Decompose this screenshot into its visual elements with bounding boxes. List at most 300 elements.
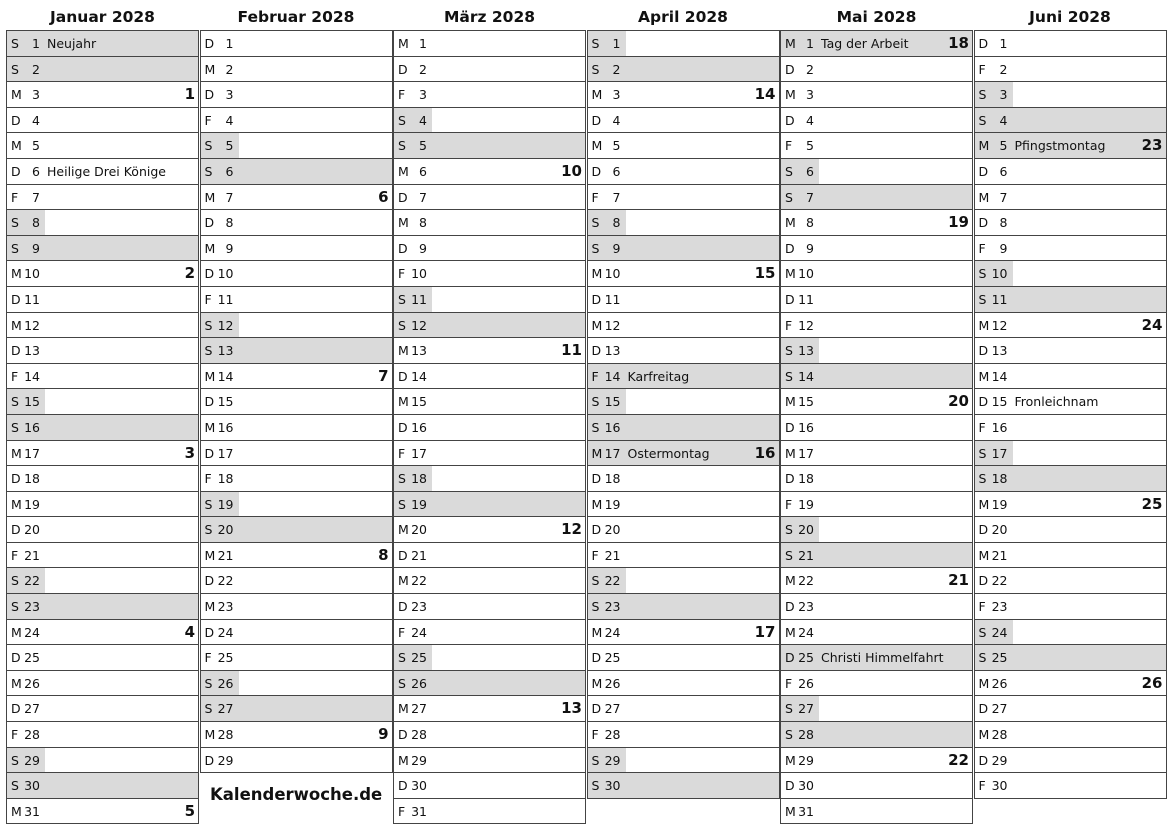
weekday-letter: D — [204, 573, 215, 589]
weekday-letter: F — [398, 87, 406, 103]
weekday-letter: F — [398, 803, 406, 819]
month-title: April 2028 — [638, 8, 728, 26]
day-number: 26 — [24, 675, 40, 691]
weekday-letter: S — [591, 419, 600, 435]
day-row — [974, 338, 1167, 364]
week-number: 15 — [754, 264, 776, 283]
weekday-letter: D — [204, 624, 215, 640]
day-number: 11 — [991, 291, 1008, 307]
weekday-letter: F — [591, 189, 599, 205]
weekday-letter: S — [785, 522, 793, 538]
day-number: 21 — [24, 547, 40, 563]
day-number: 26 — [991, 675, 1008, 691]
weekday-letter: D — [591, 650, 602, 666]
weekday-letter: M — [785, 803, 796, 819]
weekday-letter: D — [11, 343, 21, 359]
day-number: 24 — [604, 624, 621, 640]
day-row — [393, 313, 586, 339]
weekday-letter: S — [204, 496, 213, 512]
holiday-label: Ostermontag — [627, 445, 710, 461]
day-row — [393, 696, 586, 722]
day-row — [200, 620, 393, 646]
day-number: 3 — [32, 87, 40, 103]
day-number: 25 — [217, 650, 234, 666]
day-number: 6 — [806, 163, 814, 179]
day-row — [587, 773, 780, 799]
day-number: 5 — [806, 138, 814, 154]
day-number: 15 — [991, 394, 1008, 410]
weekday-letter: S — [11, 240, 19, 256]
day-row — [974, 108, 1167, 134]
day-row — [200, 364, 393, 390]
weekday-letter: S — [11, 61, 19, 77]
weekday-letter: D — [11, 701, 21, 717]
day-number: 10 — [24, 266, 40, 282]
day-row — [974, 568, 1167, 594]
week-number: 17 — [754, 622, 776, 641]
day-row — [587, 185, 780, 211]
day-number: 22 — [411, 573, 427, 589]
weekday-letter: M — [591, 496, 603, 512]
day-number: 16 — [798, 419, 814, 435]
day-list — [974, 30, 1167, 799]
day-number: 13 — [24, 343, 40, 359]
day-number: 7 — [612, 189, 621, 205]
day-row — [200, 415, 393, 441]
weekday-letter: D — [785, 599, 795, 615]
day-row — [780, 594, 973, 620]
weekday-letter: M — [11, 87, 22, 103]
weekday-letter: D — [591, 522, 602, 538]
holiday-label: Heilige Drei Könige — [47, 163, 166, 179]
weekday-letter: S — [398, 675, 406, 691]
weekday-letter: M — [785, 624, 796, 640]
week-number: 21 — [948, 571, 969, 590]
day-number: 11 — [798, 291, 814, 307]
day-number: 25 — [24, 650, 40, 666]
month-column — [587, 0, 780, 799]
day-row — [974, 441, 1167, 467]
day-number: 19 — [991, 496, 1008, 512]
week-number: 23 — [1141, 136, 1163, 155]
day-row — [393, 133, 586, 159]
weekday-letter: M — [398, 36, 409, 51]
day-row — [200, 722, 393, 748]
day-row — [6, 236, 199, 262]
week-number: 20 — [948, 392, 969, 411]
day-number: 28 — [798, 727, 814, 743]
holiday-label: Tag der Arbeit — [821, 36, 909, 51]
day-number: 9 — [225, 240, 234, 256]
day-row — [393, 159, 586, 185]
day-number: 19 — [24, 496, 40, 512]
weekday-letter: M — [978, 189, 990, 205]
weekday-letter: M — [398, 573, 409, 589]
day-number: 26 — [217, 675, 234, 691]
day-list — [6, 30, 199, 824]
weekday-letter: F — [978, 61, 986, 77]
day-number: 7 — [419, 189, 427, 205]
day-row — [587, 57, 780, 83]
day-number: 8 — [419, 215, 427, 231]
day-row — [587, 389, 780, 415]
day-number: 2 — [32, 61, 40, 77]
day-row — [393, 185, 586, 211]
weekday-letter: M — [204, 727, 216, 743]
day-row — [974, 313, 1167, 339]
weekday-letter: D — [11, 650, 21, 666]
day-row — [974, 466, 1167, 492]
day-row — [6, 671, 199, 697]
day-row — [587, 441, 780, 467]
day-number: 16 — [411, 419, 427, 435]
day-row — [780, 722, 973, 748]
weekday-letter: S — [398, 112, 406, 128]
day-number: 27 — [411, 701, 427, 717]
day-number: 17 — [991, 445, 1008, 461]
weekday-letter: D — [204, 445, 215, 461]
day-number: 28 — [604, 727, 621, 743]
weekday-letter: D — [204, 394, 215, 410]
weekday-letter: D — [978, 163, 989, 179]
day-row — [393, 287, 586, 313]
weekday-letter: F — [204, 650, 212, 666]
weekday-letter: M — [591, 624, 603, 640]
day-row — [393, 31, 586, 57]
weekday-letter: D — [591, 343, 602, 359]
weekday-letter: S — [398, 138, 406, 154]
week-number: 4 — [184, 622, 195, 641]
weekday-letter: D — [978, 522, 989, 538]
day-row — [587, 543, 780, 569]
day-row — [6, 543, 199, 569]
weekday-letter: M — [785, 573, 796, 589]
day-row — [587, 261, 780, 287]
day-row — [780, 671, 973, 697]
week-number: 14 — [754, 85, 776, 104]
day-row — [974, 364, 1167, 390]
day-row — [780, 82, 973, 108]
day-number: 7 — [32, 189, 40, 205]
weekday-letter: S — [204, 675, 213, 691]
weekday-letter: M — [591, 138, 603, 154]
day-row — [6, 210, 199, 236]
day-number: 23 — [411, 599, 427, 615]
weekday-letter: M — [11, 496, 22, 512]
day-row — [200, 594, 393, 620]
weekday-letter: M — [11, 266, 22, 282]
day-number: 30 — [798, 778, 814, 794]
day-row — [780, 415, 973, 441]
weekday-letter: S — [785, 189, 793, 205]
day-number: 5 — [32, 138, 40, 154]
weekday-letter: F — [591, 547, 599, 563]
weekday-letter: D — [785, 471, 795, 487]
weekday-letter: S — [11, 599, 19, 615]
month-column — [200, 0, 393, 773]
day-row — [780, 236, 973, 262]
day-row — [6, 159, 199, 185]
day-row — [200, 517, 393, 543]
day-number: 1 — [419, 36, 427, 51]
day-number: 17 — [798, 445, 814, 461]
day-row — [393, 441, 586, 467]
day-row — [587, 568, 780, 594]
day-number: 2 — [419, 61, 427, 77]
weekday-letter: M — [785, 87, 796, 103]
day-row — [780, 543, 973, 569]
day-number: 24 — [798, 624, 814, 640]
day-row — [393, 645, 586, 671]
weekday-letter: D — [11, 112, 21, 128]
day-number: 12 — [217, 317, 234, 333]
weekday-letter: D — [398, 419, 408, 435]
weekday-letter: F — [978, 778, 986, 794]
weekday-letter: D — [398, 240, 408, 256]
day-number: 18 — [24, 471, 40, 487]
day-number: 24 — [991, 624, 1008, 640]
day-row — [200, 441, 393, 467]
day-row — [6, 82, 199, 108]
day-row — [974, 517, 1167, 543]
weekday-letter: S — [978, 445, 987, 461]
day-row — [6, 773, 199, 799]
day-number: 27 — [24, 701, 40, 717]
day-row — [200, 210, 393, 236]
day-row — [780, 466, 973, 492]
month-column — [6, 0, 199, 824]
day-number: 3 — [612, 87, 621, 103]
day-number: 13 — [217, 343, 234, 359]
day-row — [587, 313, 780, 339]
day-number: 10 — [991, 266, 1008, 282]
weekday-letter: M — [398, 752, 409, 768]
day-number: 5 — [612, 138, 621, 154]
day-number: 21 — [991, 547, 1008, 563]
weekday-letter: M — [591, 87, 603, 103]
weekday-letter: D — [978, 394, 989, 410]
day-row — [780, 645, 973, 671]
weekday-letter: M — [398, 701, 409, 717]
weekday-letter: S — [591, 61, 600, 77]
day-number: 14 — [604, 368, 621, 384]
day-row — [587, 722, 780, 748]
day-number: 4 — [32, 112, 40, 128]
day-number: 24 — [24, 624, 40, 640]
day-number: 14 — [798, 368, 814, 384]
weekday-letter: M — [204, 419, 216, 435]
weekday-letter: F — [785, 317, 793, 333]
day-row — [780, 57, 973, 83]
day-row — [587, 517, 780, 543]
day-number: 3 — [806, 87, 814, 103]
weekday-letter: F — [978, 419, 986, 435]
day-row — [6, 313, 199, 339]
weekday-letter: S — [11, 752, 19, 768]
month-title: Juni 2028 — [1029, 8, 1111, 26]
week-number: 19 — [948, 213, 969, 232]
day-number: 26 — [604, 675, 621, 691]
holiday-label: Neujahr — [47, 36, 97, 51]
day-row — [393, 517, 586, 543]
day-number: 26 — [411, 675, 427, 691]
day-row — [780, 748, 973, 774]
weekday-letter: S — [11, 419, 19, 435]
day-number: 29 — [24, 752, 40, 768]
day-row — [200, 671, 393, 697]
weekday-letter: S — [11, 215, 19, 231]
day-row — [974, 415, 1167, 441]
day-row — [587, 466, 780, 492]
holiday-label: Pfingstmontag — [1014, 138, 1106, 154]
day-number: 15 — [798, 394, 814, 410]
day-row — [974, 645, 1167, 671]
day-row — [780, 517, 973, 543]
weekday-letter: M — [785, 752, 796, 768]
day-row — [6, 57, 199, 83]
day-row — [6, 517, 199, 543]
weekday-letter: S — [204, 701, 213, 717]
day-number: 14 — [991, 368, 1008, 384]
day-row — [974, 82, 1167, 108]
day-row — [780, 159, 973, 185]
week-number: 26 — [1141, 673, 1163, 692]
month-title: Mai 2028 — [836, 8, 917, 26]
day-number: 13 — [798, 343, 814, 359]
week-number: 6 — [378, 187, 389, 206]
week-number: 12 — [561, 520, 582, 539]
day-number: 2 — [225, 61, 234, 77]
day-number: 9 — [419, 240, 427, 256]
weekday-letter: D — [785, 240, 795, 256]
day-number: 11 — [24, 291, 40, 307]
day-row — [780, 31, 973, 57]
day-row — [6, 415, 199, 441]
day-row — [393, 415, 586, 441]
weekday-letter: F — [785, 675, 793, 691]
day-number: 16 — [604, 419, 621, 435]
weekday-letter: S — [978, 624, 987, 640]
day-row — [974, 31, 1167, 57]
day-number: 25 — [411, 650, 427, 666]
weekday-letter: D — [11, 522, 21, 538]
day-row — [974, 133, 1167, 159]
day-number: 9 — [806, 240, 814, 256]
day-row — [393, 82, 586, 108]
weekday-letter: D — [398, 547, 408, 563]
weekday-letter: F — [204, 291, 212, 307]
weekday-letter: M — [11, 803, 22, 819]
day-row — [393, 389, 586, 415]
day-row — [6, 594, 199, 620]
weekday-letter: M — [591, 675, 603, 691]
day-number: 10 — [798, 266, 814, 282]
day-row — [587, 210, 780, 236]
weekday-letter: F — [978, 240, 986, 256]
day-row — [974, 159, 1167, 185]
weekday-letter: M — [978, 317, 990, 333]
day-number: 27 — [217, 701, 234, 717]
day-number: 14 — [217, 368, 234, 384]
week-number: 7 — [378, 366, 389, 385]
weekday-letter: F — [591, 368, 599, 384]
holiday-label: Karfreitag — [627, 368, 690, 384]
day-number: 20 — [604, 522, 621, 538]
day-number: 12 — [411, 317, 427, 333]
weekday-letter: S — [204, 163, 213, 179]
day-row — [200, 492, 393, 518]
day-row — [6, 287, 199, 313]
weekday-letter: D — [204, 87, 215, 103]
day-number: 22 — [24, 573, 40, 589]
day-number: 8 — [32, 215, 40, 231]
day-row — [780, 568, 973, 594]
weekday-letter: M — [785, 266, 796, 282]
day-number: 20 — [798, 522, 814, 538]
weekday-letter: S — [591, 599, 600, 615]
day-number: 1 — [806, 36, 814, 51]
weekday-letter: F — [11, 189, 19, 205]
day-number: 6 — [225, 163, 234, 179]
month-title: März 2028 — [443, 8, 536, 26]
day-row — [974, 287, 1167, 313]
day-number: 22 — [798, 573, 814, 589]
weekday-letter: S — [204, 522, 213, 538]
weekday-letter: S — [398, 650, 406, 666]
day-number: 2 — [612, 61, 621, 77]
day-row — [6, 568, 199, 594]
day-number: 15 — [411, 394, 427, 410]
day-number: 16 — [217, 419, 234, 435]
day-row — [974, 773, 1167, 799]
weekday-letter: S — [398, 496, 406, 512]
month-column — [974, 0, 1167, 799]
weekday-letter: S — [978, 266, 987, 282]
day-number: 6 — [999, 163, 1008, 179]
month-column — [393, 0, 586, 824]
day-number: 11 — [604, 291, 621, 307]
day-list — [393, 30, 586, 824]
week-number: 16 — [754, 443, 776, 462]
day-number: 22 — [991, 573, 1008, 589]
day-row — [200, 261, 393, 287]
day-number: 7 — [225, 189, 234, 205]
week-number: 8 — [378, 545, 389, 564]
day-row — [200, 313, 393, 339]
weekday-letter: M — [978, 675, 990, 691]
day-row — [200, 108, 393, 134]
day-row — [6, 108, 199, 134]
day-number: 22 — [217, 573, 234, 589]
day-number: 15 — [217, 394, 234, 410]
day-number: 10 — [604, 266, 621, 282]
day-row — [393, 773, 586, 799]
day-number: 21 — [217, 547, 234, 563]
day-row — [393, 466, 586, 492]
day-row — [780, 389, 973, 415]
day-row — [6, 466, 199, 492]
weekday-letter: S — [11, 36, 19, 51]
day-row — [780, 799, 973, 825]
day-number: 23 — [604, 599, 621, 615]
day-number: 8 — [999, 215, 1008, 231]
day-row — [974, 671, 1167, 697]
day-number: 16 — [24, 419, 40, 435]
day-row — [587, 696, 780, 722]
day-number: 20 — [991, 522, 1008, 538]
weekday-letter: S — [591, 215, 600, 231]
day-row — [393, 671, 586, 697]
